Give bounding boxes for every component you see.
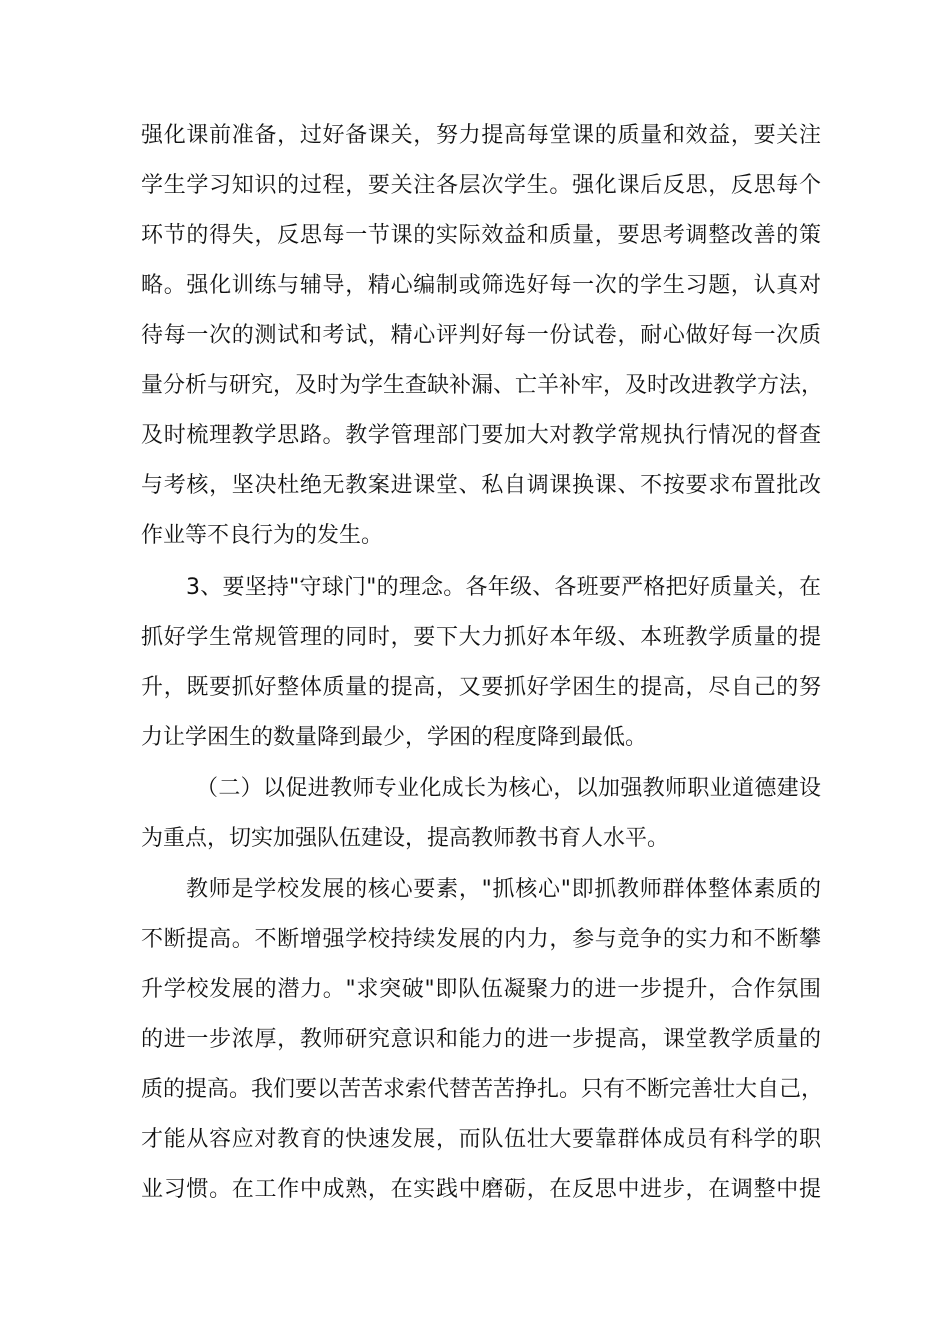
text-line: 与考核，坚决杜绝无教案进课堂、私自调课换课、不按要求布置批改 — [141, 473, 821, 498]
text-line: 强化课前准备，过好备课关，努力提高每堂课的质量和效益，要关注 — [141, 123, 821, 148]
text-line: 力让学困生的数量降到最少，学困的程度降到最低。 — [141, 725, 648, 750]
text-line: 作业等不良行为的发生。 — [141, 523, 384, 548]
text-line: 升学校发展的潜力。"求突破"即队伍凝聚力的进一步提升，合作氛围 — [141, 977, 821, 1002]
section-heading: （二）以促进教师专业化成长为核心，以加强教师职业道德建设 — [196, 776, 821, 801]
text-line: 升，既要抓好整体质量的提高，又要抓好学困生的提高，尽自己的努 — [141, 675, 821, 700]
text-line: 3、要坚持"守球门"的理念。各年级、各班要严格把好质量关，在 — [186, 575, 821, 600]
text-line: 量分析与研究，及时为学生查缺补漏、亡羊补牢，及时改进教学方法， — [141, 373, 824, 398]
text-line: 不断提高。不断增强学校持续发展的内力，参与竞争的实力和不断攀 — [141, 927, 821, 952]
text-line: 及时梳理教学思路。教学管理部门要加大对教学常规执行情况的督查 — [141, 423, 821, 448]
text-line: 教师是学校发展的核心要素，"抓核心"即抓教师群体整体素质的 — [186, 877, 821, 902]
text-line: 抓好学生常规管理的同时，要下大力抓好本年级、本班教学质量的提 — [141, 625, 821, 650]
text-line: 业习惯。在工作中成熟，在实践中磨砺，在反思中进步，在调整中提 — [141, 1177, 821, 1202]
text-line: 质的提高。我们要以苦苦求索代替苦苦挣扎。只有不断完善壮大自己， — [141, 1077, 824, 1102]
text-line: 略。强化训练与辅导，精心编制或筛选好每一次的学生习题，认真对 — [141, 273, 821, 298]
text-line: 的进一步浓厚，教师研究意识和能力的进一步提高，课堂教学质量的 — [141, 1027, 821, 1052]
text-line: 才能从容应对教育的快速发展，而队伍壮大要靠群体成员有科学的职 — [141, 1127, 821, 1152]
section-heading: 为重点，切实加强队伍建设，提高教师教书育人水平。 — [141, 826, 670, 851]
text-line: 学生学习知识的过程，要关注各层次学生。强化课后反思，反思每个 — [141, 173, 821, 198]
text-line: 环节的得失，反思每一节课的实际效益和质量，要思考调整改善的策 — [141, 223, 821, 248]
text-line: 待每一次的测试和考试，精心评判好每一份试卷，耐心做好每一次质 — [141, 323, 821, 348]
